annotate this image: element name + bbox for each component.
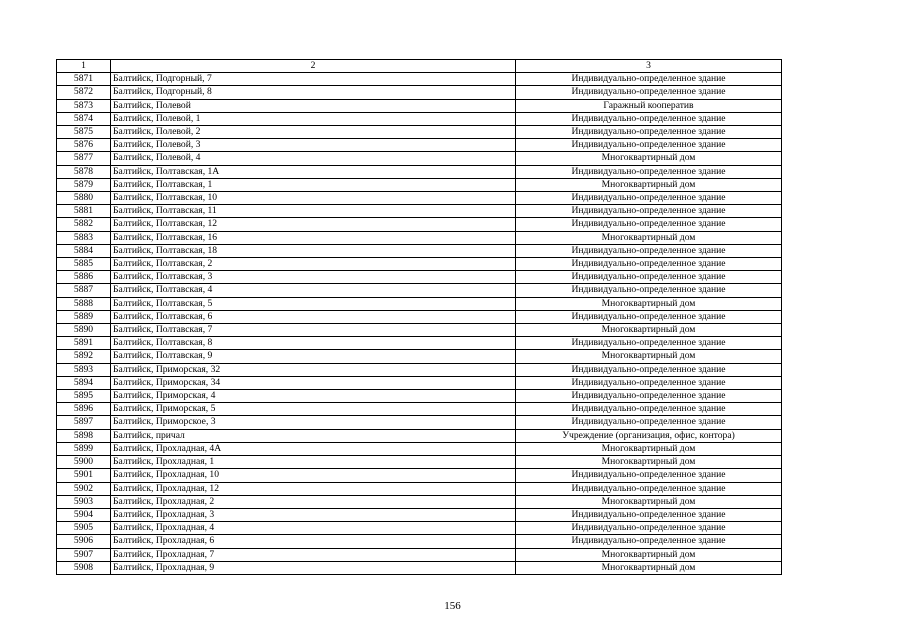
object-type-cell: Гаражный кооператив (516, 99, 782, 112)
object-type-cell: Индивидуально-определенное здание (516, 403, 782, 416)
address-cell: Балтийск, Прохладная, 10 (111, 469, 516, 482)
address-cell: Балтийск, Полтавская, 12 (111, 218, 516, 231)
address-cell: Балтийск, Подгорный, 8 (111, 86, 516, 99)
table-row (57, 482, 782, 495)
row-number-cell: 5884 (57, 244, 111, 257)
row-number-cell: 5906 (57, 535, 111, 548)
row-number-cell: 5904 (57, 508, 111, 521)
object-type-cell: Многоквартирный дом (516, 231, 782, 244)
table-row (57, 112, 782, 125)
table-row (57, 284, 782, 297)
address-cell: Балтийск, Прохладная, 4 (111, 522, 516, 535)
row-number-cell: 5885 (57, 258, 111, 271)
address-cell: Балтийск, Полтавская, 2 (111, 258, 516, 271)
row-number-cell: 5886 (57, 271, 111, 284)
address-cell: Балтийск, Прохладная, 3 (111, 508, 516, 521)
table-row (57, 205, 782, 218)
table-row (57, 271, 782, 284)
address-cell: Балтийск, Прохладная, 6 (111, 535, 516, 548)
object-type-cell: Многоквартирный дом (516, 152, 782, 165)
object-type-cell: Индивидуально-определенное здание (516, 337, 782, 350)
table-row (57, 139, 782, 152)
object-type-cell: Многоквартирный дом (516, 442, 782, 455)
table-row (57, 429, 782, 442)
row-number-cell: 5899 (57, 442, 111, 455)
table-row (57, 99, 782, 112)
address-cell: Балтийск, Полевой, 2 (111, 126, 516, 139)
table-row (57, 178, 782, 191)
table-row (57, 535, 782, 548)
table-row (57, 522, 782, 535)
row-number-cell: 5877 (57, 152, 111, 165)
address-cell: Балтийск, Полтавская, 1 (111, 178, 516, 191)
table-row (57, 508, 782, 521)
property-table (56, 59, 782, 575)
row-number-cell: 5890 (57, 324, 111, 337)
row-number-cell: 5898 (57, 429, 111, 442)
address-cell: Балтийск, Приморская, 32 (111, 363, 516, 376)
object-type-cell: Индивидуально-определенное здание (516, 522, 782, 535)
table-row (57, 218, 782, 231)
table-row (57, 152, 782, 165)
object-type-cell: Многоквартирный дом (516, 456, 782, 469)
row-number-cell: 5882 (57, 218, 111, 231)
header-cell-type: 3 (516, 60, 782, 73)
table-row (57, 165, 782, 178)
address-cell: Балтийск, Полевой (111, 99, 516, 112)
address-cell: Балтийск, Полтавская, 8 (111, 337, 516, 350)
row-number-cell: 5873 (57, 99, 111, 112)
table-row (57, 86, 782, 99)
header-cell-number: 1 (57, 60, 111, 73)
table-row (57, 244, 782, 257)
row-number-cell: 5895 (57, 390, 111, 403)
row-number-cell: 5900 (57, 456, 111, 469)
object-type-cell: Индивидуально-определенное здание (516, 469, 782, 482)
row-number-cell: 5897 (57, 416, 111, 429)
object-type-cell: Индивидуально-определенное здание (516, 73, 782, 86)
object-type-cell: Многоквартирный дом (516, 495, 782, 508)
table-row (57, 192, 782, 205)
object-type-cell: Индивидуально-определенное здание (516, 205, 782, 218)
row-number-cell: 5901 (57, 469, 111, 482)
object-type-cell: Многоквартирный дом (516, 297, 782, 310)
address-cell: Балтийск, Полтавская, 4 (111, 284, 516, 297)
address-cell: Балтийск, Полтавская, 16 (111, 231, 516, 244)
address-cell: Балтийск, Полтавская, 18 (111, 244, 516, 257)
table-row (57, 337, 782, 350)
object-type-cell: Индивидуально-определенное здание (516, 376, 782, 389)
address-cell: Балтийск, причал (111, 429, 516, 442)
row-number-cell: 5889 (57, 310, 111, 323)
object-type-cell: Индивидуально-определенное здание (516, 126, 782, 139)
object-type-cell: Индивидуально-определенное здание (516, 139, 782, 152)
page-number: 156 (444, 600, 461, 612)
object-type-cell: Индивидуально-определенное здание (516, 86, 782, 99)
table-row (57, 297, 782, 310)
address-cell: Балтийск, Полтавская, 1А (111, 165, 516, 178)
object-type-cell: Многоквартирный дом (516, 178, 782, 191)
row-number-cell: 5883 (57, 231, 111, 244)
row-number-cell: 5878 (57, 165, 111, 178)
table-row (57, 126, 782, 139)
address-cell: Балтийск, Полтавская, 11 (111, 205, 516, 218)
address-cell: Балтийск, Прохладная, 12 (111, 482, 516, 495)
object-type-cell: Многоквартирный дом (516, 561, 782, 574)
object-type-cell: Учреждение (организация, офис, контора) (516, 429, 782, 442)
object-type-cell: Индивидуально-определенное здание (516, 508, 782, 521)
address-cell: Балтийск, Прохладная, 4А (111, 442, 516, 455)
table-row (57, 548, 782, 561)
address-cell: Балтийск, Полевой, 4 (111, 152, 516, 165)
object-type-cell: Индивидуально-определенное здание (516, 258, 782, 271)
row-number-cell: 5874 (57, 112, 111, 125)
address-cell: Балтийск, Прохладная, 9 (111, 561, 516, 574)
table-row (57, 561, 782, 574)
row-number-cell: 5879 (57, 178, 111, 191)
table-row (57, 456, 782, 469)
object-type-cell: Индивидуально-определенное здание (516, 416, 782, 429)
row-number-cell: 5908 (57, 561, 111, 574)
address-cell: Балтийск, Полтавская, 5 (111, 297, 516, 310)
object-type-cell: Индивидуально-определенное здание (516, 390, 782, 403)
address-cell: Балтийск, Прохладная, 1 (111, 456, 516, 469)
row-number-cell: 5902 (57, 482, 111, 495)
row-number-cell: 5893 (57, 363, 111, 376)
object-type-cell: Индивидуально-определенное здание (516, 284, 782, 297)
address-cell: Балтийск, Полтавская, 3 (111, 271, 516, 284)
address-cell: Балтийск, Приморская, 34 (111, 376, 516, 389)
object-type-cell: Индивидуально-определенное здание (516, 244, 782, 257)
object-type-cell: Многоквартирный дом (516, 548, 782, 561)
table-header-row (57, 60, 782, 73)
table-row (57, 416, 782, 429)
object-type-cell: Индивидуально-определенное здание (516, 218, 782, 231)
address-cell: Балтийск, Приморская, 5 (111, 403, 516, 416)
table-row (57, 324, 782, 337)
row-number-cell: 5903 (57, 495, 111, 508)
object-type-cell: Индивидуально-определенное здание (516, 535, 782, 548)
object-type-cell: Индивидуально-определенное здание (516, 310, 782, 323)
address-cell: Балтийск, Приморское, 3 (111, 416, 516, 429)
address-cell: Балтийск, Подгорный, 7 (111, 73, 516, 86)
object-type-cell: Многоквартирный дом (516, 324, 782, 337)
object-type-cell: Многоквартирный дом (516, 350, 782, 363)
table-row (57, 469, 782, 482)
header-cell-address: 2 (111, 60, 516, 73)
row-number-cell: 5875 (57, 126, 111, 139)
row-number-cell: 5905 (57, 522, 111, 535)
address-cell: Балтийск, Прохладная, 2 (111, 495, 516, 508)
object-type-cell: Индивидуально-определенное здание (516, 192, 782, 205)
table-row (57, 350, 782, 363)
table-row (57, 403, 782, 416)
address-cell: Балтийск, Полтавская, 10 (111, 192, 516, 205)
object-type-cell: Индивидуально-определенное здание (516, 112, 782, 125)
address-cell: Балтийск, Полтавская, 7 (111, 324, 516, 337)
table-row (57, 390, 782, 403)
table-body (57, 60, 782, 575)
object-type-cell: Индивидуально-определенное здание (516, 363, 782, 376)
row-number-cell: 5887 (57, 284, 111, 297)
table-row (57, 363, 782, 376)
table-row (57, 231, 782, 244)
row-number-cell: 5891 (57, 337, 111, 350)
table-row (57, 310, 782, 323)
row-number-cell: 5881 (57, 205, 111, 218)
table-row (57, 376, 782, 389)
row-number-cell: 5888 (57, 297, 111, 310)
object-type-cell: Индивидуально-определенное здание (516, 482, 782, 495)
row-number-cell: 5894 (57, 376, 111, 389)
address-cell: Балтийск, Приморская, 4 (111, 390, 516, 403)
table-row (57, 73, 782, 86)
table-row (57, 258, 782, 271)
address-cell: Балтийск, Полтавская, 6 (111, 310, 516, 323)
table-row (57, 442, 782, 455)
table-row (57, 495, 782, 508)
address-cell: Балтийск, Прохладная, 7 (111, 548, 516, 561)
row-number-cell: 5871 (57, 73, 111, 86)
object-type-cell: Индивидуально-определенное здание (516, 271, 782, 284)
address-cell: Балтийск, Полтавская, 9 (111, 350, 516, 363)
row-number-cell: 5896 (57, 403, 111, 416)
object-type-cell: Индивидуально-определенное здание (516, 165, 782, 178)
row-number-cell: 5872 (57, 86, 111, 99)
address-cell: Балтийск, Полевой, 1 (111, 112, 516, 125)
row-number-cell: 5892 (57, 350, 111, 363)
address-cell: Балтийск, Полевой, 3 (111, 139, 516, 152)
row-number-cell: 5907 (57, 548, 111, 561)
row-number-cell: 5880 (57, 192, 111, 205)
row-number-cell: 5876 (57, 139, 111, 152)
